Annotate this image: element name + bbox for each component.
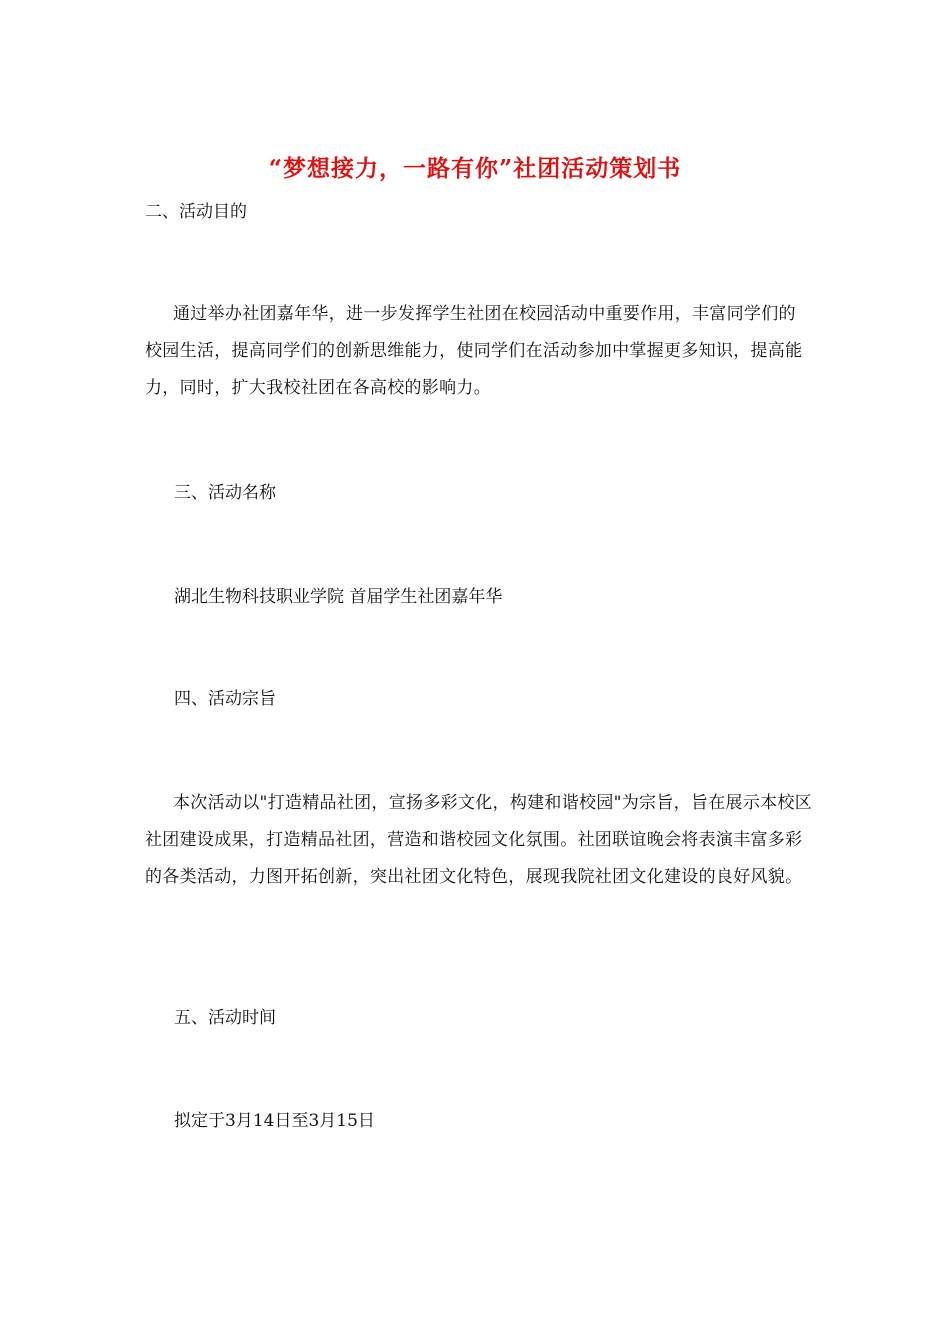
section-heading-purpose: 二、活动目的 bbox=[145, 202, 247, 222]
section-heading-time: 五、活动时间 bbox=[174, 1008, 276, 1028]
section-heading-tenet: 四、活动宗旨 bbox=[174, 689, 276, 709]
document-title: “梦想接力，一路有你”社团活动策划书 bbox=[268, 155, 682, 182]
section-body-name: 湖北生物科技职业学院 首届学生社团嘉年华 bbox=[174, 587, 503, 607]
section-body-time: 拟定于3月14日至3月15日 bbox=[174, 1111, 375, 1131]
section-body-tenet: 本次活动以"打造精品社团，宣扬多彩文化，构建和谐校园"为宗旨，旨在展示本校区社团建设成果，打造精品社团，营造和谐校园文化氛围。社团联谊晚会将表演丰富多彩的各类活动，力图开拓创新，突出社团文化特色，展现我院社团文化建设的良好风貌。 bbox=[145, 793, 813, 887]
section-heading-name: 三、活动名称 bbox=[174, 483, 276, 503]
section-body-purpose: 通过举办社团嘉年华，进一步发挥学生社团在校园活动中重要作用，丰富同学们的校园生活，提高同学们的创新思维能力，使同学们在活动参加中掌握更多知识，提高能力，同时，扩大我校社团在各高校的影响力。 bbox=[145, 304, 803, 398]
